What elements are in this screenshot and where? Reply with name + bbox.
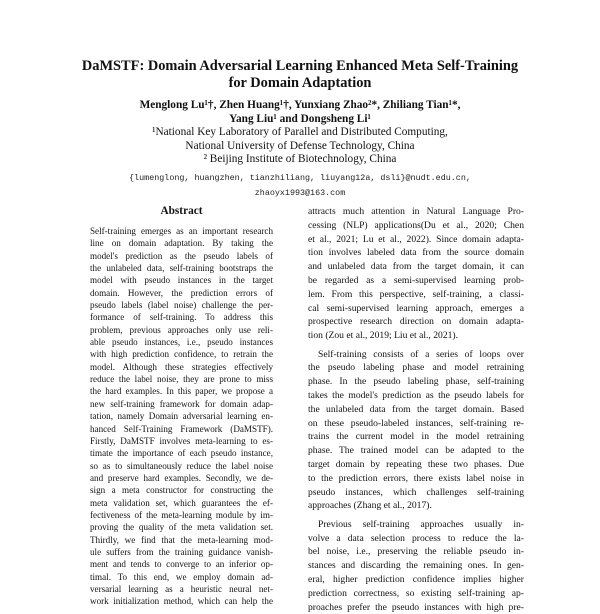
abstract-line: model's prediction as the pseudo labels of xyxy=(90,250,273,262)
body-line: the unlabeled data from the target domain. Based xyxy=(308,403,524,417)
affiliations xyxy=(30,126,570,167)
abstract-line: domain. However, the prediction errors of xyxy=(90,287,273,299)
affiliation-line: ² Beijing Institute of Biotechnology, China xyxy=(30,153,570,167)
abstract-line: Thirdly, we find that the meta-learning mod- xyxy=(90,534,273,546)
body-line: phase. In the pseudo labeling phase, self-training xyxy=(308,375,524,389)
body-line: bel noise, i.e., preserving the reliable pseudo in- xyxy=(308,545,524,559)
abstract-line: ule suffers from the training guidance vanish- xyxy=(90,546,273,558)
body-line: pseudo instances, which challenges self-training xyxy=(308,486,524,500)
abstract-line: able pseudo instances, i.e., pseudo instances xyxy=(90,336,273,348)
body-line: to the prediction errors, there exists label noise in xyxy=(308,472,524,486)
abstract-line: Self-training emerges as an important research xyxy=(90,225,273,237)
abstract-line: ment and tends to converge to an inferior op- xyxy=(90,558,273,570)
abstract-line: Firstly, DaMSTF involves meta-learning to es- xyxy=(90,435,273,447)
body-line: lem. From this perspective, self-training, a classi- xyxy=(308,288,524,302)
affiliation-line: ¹National Key Laboratory of Parallel and Distributed Computing, xyxy=(30,126,570,140)
title-line: for Domain Adaptation xyxy=(40,75,560,92)
body-line: cessing (NLP) applications(Du et al., 2020; Chen xyxy=(308,219,524,233)
body-line: Self-training consists of a series of loops over xyxy=(308,348,524,362)
body-line: prospective research direction on domain adapta- xyxy=(308,315,524,329)
abstract-heading: Abstract xyxy=(90,205,273,217)
body-line: trains the current model in the model retraining xyxy=(308,430,524,444)
body-line: Previous self-training approaches usually in- xyxy=(308,518,524,532)
body-line: the pseudo labeling phase and model retraining xyxy=(308,361,524,375)
abstract-line: reduce the label noise, they are prone to miss xyxy=(90,373,273,385)
body-line: et al., 2021; Lu et al., 2022). Since domain adapta- xyxy=(308,233,524,247)
abstract-line: work initialization method, which can help the xyxy=(90,595,273,607)
body-line: cal semi-supervised learning approach, emerges a xyxy=(308,302,524,316)
abstract-line: sign a meta constructor for constructing the xyxy=(90,484,273,496)
body-line: stances and discarding the remaining ones. In gen- xyxy=(308,559,524,573)
body-line: prediction correctness, so existing self-training ap- xyxy=(308,587,524,601)
author-list xyxy=(30,98,570,126)
body-line: attracts much attention in Natural Language Pro- xyxy=(308,205,524,219)
abstract-line: versarial learning as a heuristic neural net- xyxy=(90,583,273,595)
abstract-line: proving the quality of the meta validation set. xyxy=(90,521,273,533)
body-line: phase. The trained model can be adapted to the xyxy=(308,444,524,458)
introduction-text xyxy=(308,205,524,600)
abstract-line: so as to simultaneously reduce the label noise xyxy=(90,460,273,472)
body-line: target domain by repeating these two phases. Due xyxy=(308,458,524,472)
body-line: on these pseudo-labeled instances, self-training re- xyxy=(308,417,524,431)
abstract-line: timal. To this end, we employ domain ad- xyxy=(90,571,273,583)
abstract-line: and preserve hard examples. Secondly, we de- xyxy=(90,472,273,484)
email-line: zhaoyx1993@163.com xyxy=(30,186,570,201)
abstract-line: timate the importance of each pseudo instance, xyxy=(90,447,273,459)
body-line: approaches (Zhang et al., 2017). xyxy=(308,499,524,513)
paper-title xyxy=(40,58,560,92)
abstract-line: problem, previous approaches only use reli- xyxy=(90,324,273,336)
abstract-line: tation, namely Domain adversarial learning en- xyxy=(90,410,273,422)
email-line: {lumenglong, huangzhen, tianzhiliang, liuyang12a, dsli}@nudt.edu.cn, xyxy=(30,171,570,186)
affiliation-line: National University of Defense Technology, China xyxy=(30,140,570,154)
abstract-line: model with pseudo instances in the target xyxy=(90,274,273,286)
title-line: DaMSTF: Domain Adversarial Learning Enhanced Meta Self-Training xyxy=(40,58,560,75)
abstract-text xyxy=(90,225,273,600)
body-line: be regarded as a semi-supervised learning prob- xyxy=(308,274,524,288)
abstract-line: the hard examples. In this paper, we propose a xyxy=(90,385,273,397)
abstract-line: new self-training framework for domain adap- xyxy=(90,398,273,410)
abstract-line: with high prediction confidence, to retrain the xyxy=(90,348,273,360)
body-line: tion (Zou et al., 2019; Liu et al., 2021). xyxy=(308,329,524,343)
abstract-line: formance of self-training. To address this xyxy=(90,311,273,323)
abstract-line: line on domain adaptation. By taking the xyxy=(90,237,273,249)
abstract-line: fectiveness of the meta-learning module by im- xyxy=(90,509,273,521)
abstract-line: pseudo labels (label noise) challenge the per- xyxy=(90,299,273,311)
author-line: Yang Liu¹ and Dongsheng Li¹ xyxy=(30,112,570,126)
abstract-line: hanced Self-Training Framework (DaMSTF). xyxy=(90,423,273,435)
abstract-line: the unlabeled data, self-training bootstraps the xyxy=(90,262,273,274)
email-addresses xyxy=(30,171,570,201)
abstract-line: model. Although these strategies effectively xyxy=(90,361,273,373)
abstract-line: meta validation set, which guarantees the ef- xyxy=(90,497,273,509)
body-line: takes the model's prediction as the pseudo labels for xyxy=(308,389,524,403)
body-line: tion involves labeled data from the source domain xyxy=(308,246,524,260)
author-line: Menglong Lu¹†, Zhen Huang¹†, Yunxiang Zhao²*, Zhiliang Tian¹*, xyxy=(30,98,570,112)
body-line: and unlabeled data from the target domain, it can xyxy=(308,260,524,274)
body-line: proaches prefer the pseudo instances with high pre- xyxy=(308,601,524,614)
body-line: eral, higher prediction confidence implies higher xyxy=(308,573,524,587)
body-line: volve a data selection process to reduce the la- xyxy=(308,532,524,546)
